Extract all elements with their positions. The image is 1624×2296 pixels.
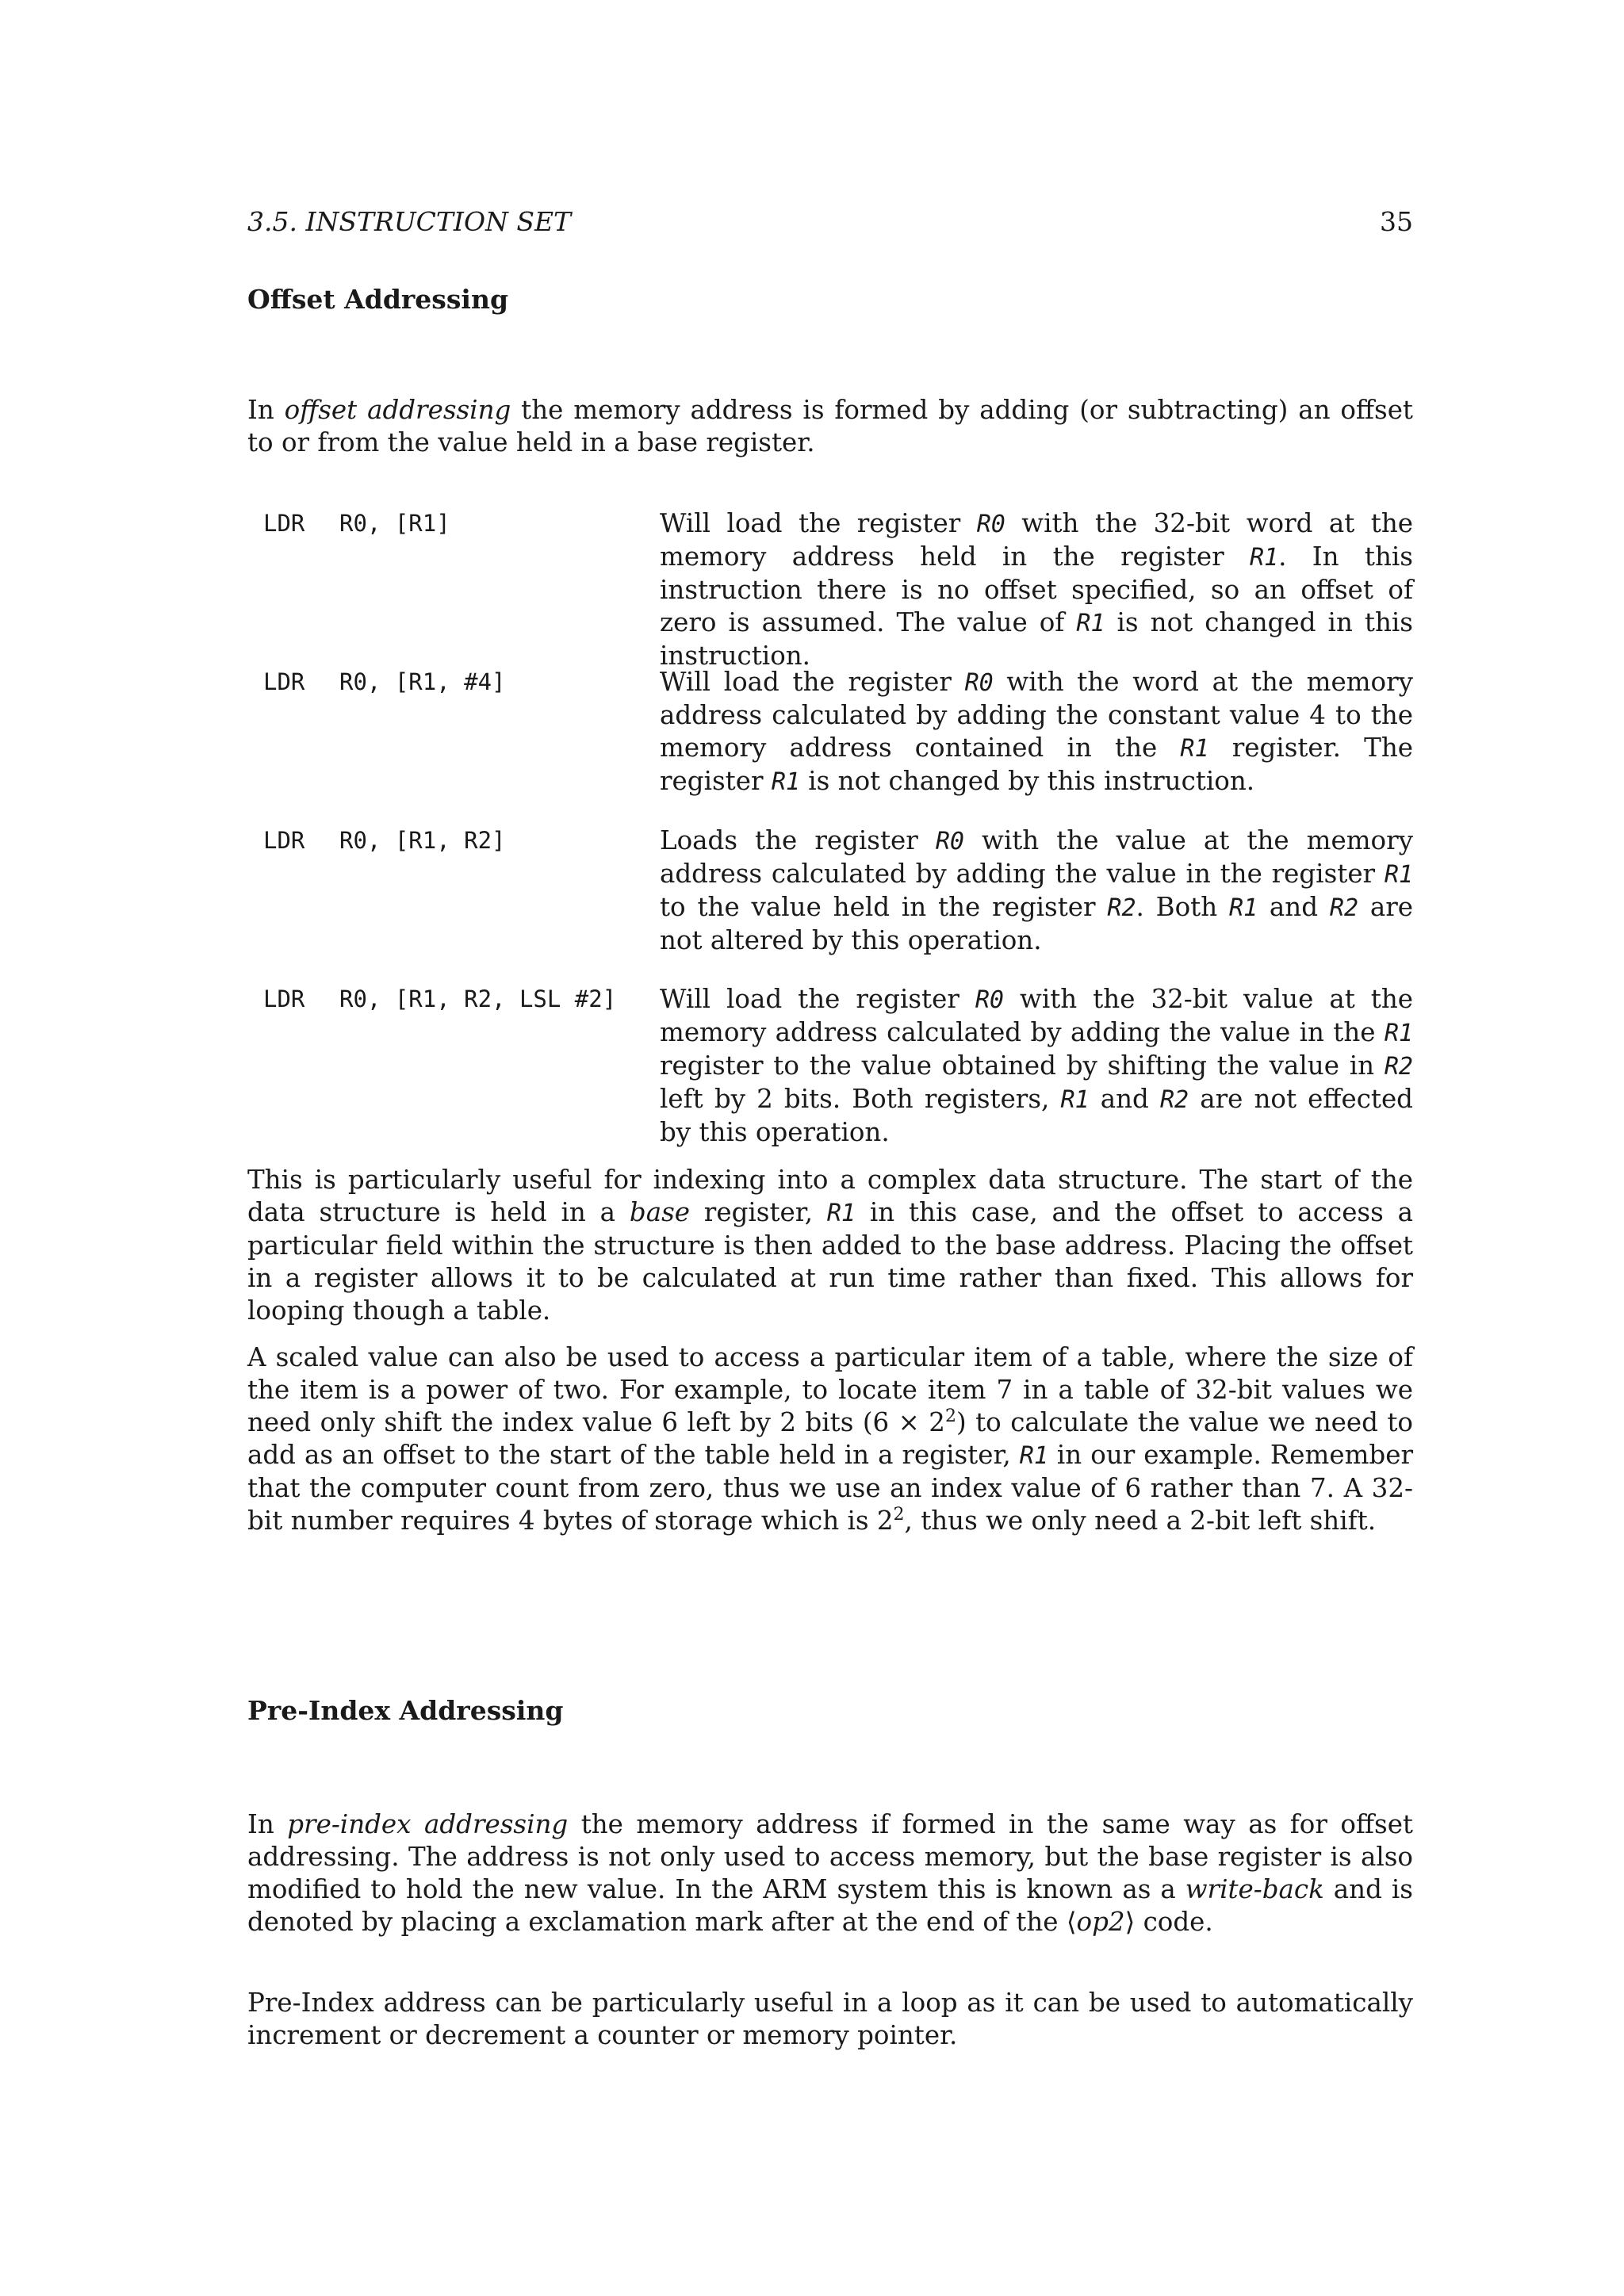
register-name: R0 bbox=[935, 828, 964, 855]
instruction-description bbox=[660, 983, 1413, 1149]
text-span: left by 2 bits. Both registers, bbox=[660, 1084, 1061, 1114]
register-name: R2 bbox=[1329, 894, 1359, 922]
instruction-description bbox=[660, 666, 1413, 798]
running-header bbox=[247, 205, 1413, 239]
text-span: Will load the register bbox=[660, 984, 975, 1014]
text-span: is not changed by this instruction. bbox=[799, 766, 1255, 796]
register-name: R1 bbox=[826, 1200, 856, 1227]
text-span: are not effected by this operation. bbox=[660, 1084, 1413, 1147]
offset-paragraph-3 bbox=[247, 1341, 1413, 1537]
instruction-description bbox=[660, 507, 1413, 672]
preindex-paragraph-2: Pre-Index address can be particularly useful in a loop as it can be used to automatically increment or decrement a counter or memory pointer. bbox=[247, 1988, 1413, 2050]
instruction-mnemonic: LDR bbox=[263, 985, 305, 1012]
offset-paragraph-2 bbox=[247, 1164, 1413, 1327]
register-name: R0 bbox=[976, 511, 1005, 538]
instruction-description bbox=[660, 825, 1413, 957]
text-span: register, bbox=[689, 1197, 827, 1227]
register-name: R0 bbox=[964, 669, 994, 697]
register-name: R2 bbox=[1384, 1053, 1413, 1081]
text-span: Will load the register bbox=[660, 667, 965, 697]
text-span: In bbox=[247, 1809, 288, 1839]
text-span: . In this instruction there is no offset specified, so an offset of zero is assumed. The value of bbox=[660, 541, 1413, 637]
register-name: R1 bbox=[1060, 1086, 1090, 1114]
instruction-mnemonic: LDR bbox=[263, 668, 305, 695]
instruction-operands: R0, [R1, R2] bbox=[339, 827, 506, 854]
superscript: 2 bbox=[945, 1406, 956, 1427]
instruction-mnemonic: LDR bbox=[263, 827, 305, 854]
instruction-operands: R0, [R1, #4] bbox=[339, 668, 506, 695]
offset-intro-paragraph bbox=[247, 394, 1413, 459]
instruction-operands: R0, [R1, R2, LSL #2] bbox=[339, 985, 617, 1012]
text-span: This is particularly useful for indexing into a complex data structure. The start of the data structure is held in a bbox=[247, 1165, 1413, 1227]
register-name: R1 bbox=[1384, 1020, 1413, 1047]
register-name: R1 bbox=[1180, 735, 1209, 763]
term-offset-addressing: offset addressing bbox=[284, 395, 511, 425]
register-name: R1 bbox=[1384, 861, 1413, 889]
text-span: ⟩ code. bbox=[1124, 1907, 1213, 1937]
pre-index-addressing-heading: Pre-Index Addressing bbox=[247, 1695, 564, 1726]
text-span: with the 32-bit word at the memory address held in the register bbox=[660, 508, 1413, 572]
text-span: in our example. Remember that the computer count from zero, thus we use an index value of 6 rather than 7. A 32-bit number requires 4 bytes of storage which is 2 bbox=[247, 1440, 1413, 1536]
term-write-back: write-back bbox=[1185, 1874, 1324, 1904]
preindex-paragraph-1 bbox=[247, 1808, 1413, 1938]
section-title: 3.5. INSTRUCTION SET bbox=[247, 206, 572, 237]
text-span: In bbox=[247, 395, 285, 425]
text-span: . Both bbox=[1136, 892, 1229, 922]
register-name: R2 bbox=[1107, 894, 1136, 922]
text-span: A scaled value can also be used to access a particular item of a table, where the size of the item is a power of two. For example, to locate item 7 in a table of 32-bit values we need only shift the index value 6 left by 2 bits (6 × 2 bbox=[247, 1342, 1413, 1437]
instruction-operands: R0, [R1] bbox=[339, 510, 450, 537]
text-span: are not altered by this operation. bbox=[660, 892, 1413, 955]
register-name: R1 bbox=[1228, 894, 1258, 922]
text-span: and is denoted by placing a exclamation mark after at the end of the ⟨ bbox=[247, 1874, 1413, 1937]
text-span: and bbox=[1089, 1084, 1160, 1114]
text-span: register to the value obtained by shifting the value in bbox=[660, 1050, 1385, 1081]
text-span: with the 32-bit value at the memory address calculated by adding the value in the bbox=[660, 984, 1413, 1047]
text-span: and bbox=[1258, 892, 1330, 922]
term-base: base bbox=[629, 1197, 690, 1227]
text-span: Will load the register bbox=[660, 508, 977, 538]
register-name: R1 bbox=[771, 768, 800, 796]
text-span: with the word at the memory address calculated by adding the constant value 4 to the memory address contained in the bbox=[660, 667, 1413, 763]
register-name: R1 bbox=[1076, 610, 1105, 637]
term-op2: op2 bbox=[1076, 1907, 1125, 1937]
text-span: in this case, and the offset to access a particular field within the structure is then added to the base address. Placing the offset in a register allows it to be calculated at run time rather than fixed. This allows for looping though a table. bbox=[247, 1197, 1413, 1326]
text-span: the memory address is formed by adding (or subtracting) an offset to or from the value held in a base register. bbox=[247, 395, 1413, 457]
superscript: 2 bbox=[893, 1505, 905, 1525]
text-span: , thus we only need a 2-bit left shift. bbox=[904, 1506, 1377, 1536]
register-name: R1 bbox=[1249, 544, 1279, 572]
text-span: ) to calculate the value we need to add as an offset to the start of the table held in a register, bbox=[247, 1407, 1413, 1470]
offset-addressing-heading: Offset Addressing bbox=[247, 284, 509, 315]
page-number: 35 bbox=[1380, 206, 1413, 237]
text-span: to the value held in the register bbox=[660, 892, 1108, 922]
term-pre-index-addressing: pre-index addressing bbox=[287, 1809, 569, 1839]
register-name: R2 bbox=[1159, 1086, 1189, 1114]
text-span: with the value at the memory address calculated by adding the value in the register bbox=[660, 825, 1413, 889]
text-span: the memory address if formed in the same way as for offset addressing. The address is not only used to access memory, but the base register is also modified to hold the new value. In the ARM system this is known as a bbox=[247, 1809, 1413, 1904]
instruction-mnemonic: LDR bbox=[263, 510, 305, 537]
text-span: is not changed in this instruction. bbox=[660, 607, 1413, 671]
text-span: Loads the register bbox=[660, 825, 936, 855]
register-name: R1 bbox=[1019, 1442, 1048, 1470]
text-span: register. The register bbox=[660, 733, 1413, 796]
register-name: R0 bbox=[975, 986, 1004, 1014]
